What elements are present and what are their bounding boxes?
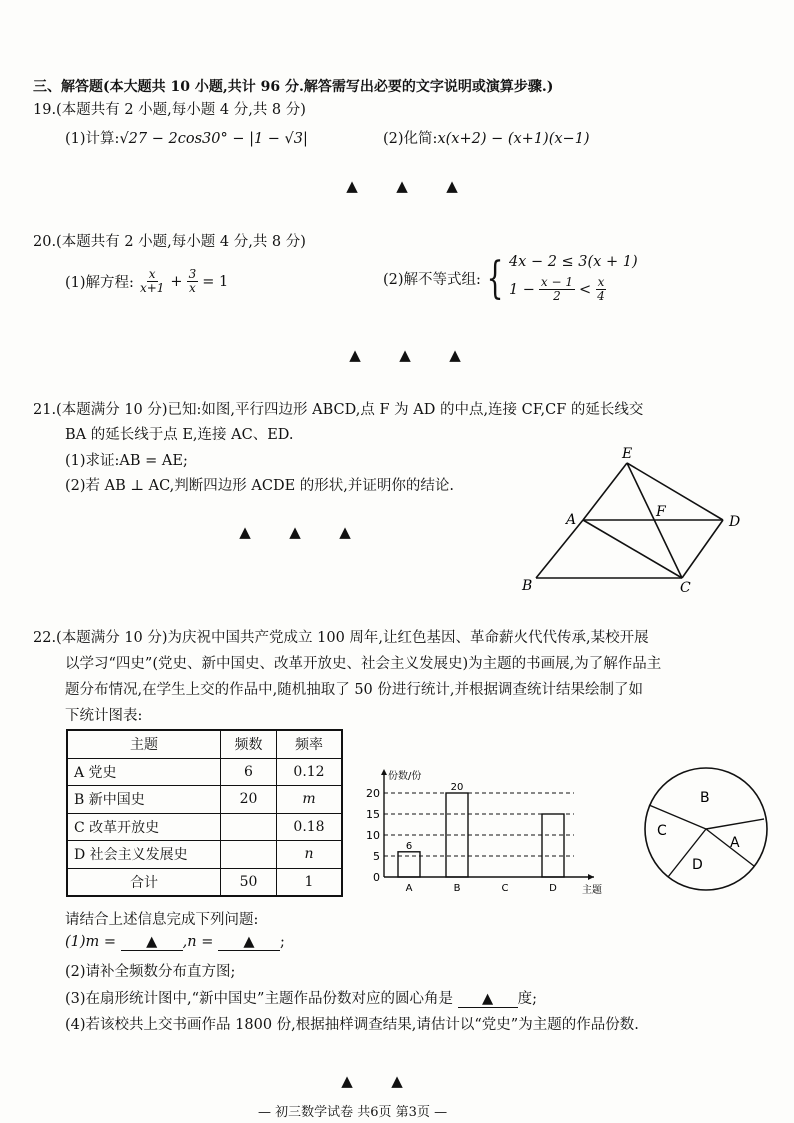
inequality-2 (509, 276, 638, 303)
numerator: x (597, 275, 605, 289)
denominator: 2 (553, 289, 561, 303)
label-D: D (729, 514, 741, 530)
semicolon: ; (280, 934, 285, 950)
q22-sub1-m-label: (1)m = (65, 934, 117, 950)
triangle-mark: ▲ (391, 1072, 403, 1090)
numerator: x (148, 267, 156, 281)
triangle-mark: ▲ (399, 346, 411, 364)
triangle-mark: ▲ (482, 991, 494, 1007)
x-axis-label: 主题 (582, 885, 602, 895)
q20-part1-label: (1)解方程: (65, 275, 134, 291)
answer-blank-n[interactable] (218, 934, 280, 951)
q20-heading: 20.(本题共有 2 小题,每小题 4 分,共 8 分) (33, 234, 306, 250)
denominator: x+1 (139, 281, 165, 295)
q19-part2 (383, 127, 590, 148)
triangle-mark: ▲ (446, 177, 458, 195)
q22-line3: 题分布情况,在学生上交的作品中,随机抽取了 50 份进行统计,并根据调查统计结果绘制了如 (65, 682, 643, 698)
q21-answer-marks (220, 523, 370, 541)
q22-sub3 (65, 987, 537, 1008)
table-row (67, 868, 342, 896)
inequality-1: 4x − 2 ≤ 3(x + 1) (508, 254, 638, 270)
q22-line2: 以学习“四史”(党史、新中国史、改革开放史、社会主义发展史)为主题的书画展,为了解作品主 (65, 656, 662, 672)
triangle-mark: ▲ (239, 523, 251, 541)
frequency-table (66, 729, 343, 897)
q22-line4: 下统计图表: (65, 708, 143, 724)
q21-sub1: (1)求证:AB = AE; (65, 453, 188, 469)
label-A: A (566, 512, 577, 528)
table-cell: B 新中国史 (67, 786, 221, 814)
triangle-mark: ▲ (396, 177, 408, 195)
x-tick-label: A (405, 883, 413, 894)
bar-chart (360, 765, 610, 895)
y-tick-label: 10 (366, 829, 380, 842)
q19-answer-marks (327, 177, 477, 195)
fraction (138, 268, 166, 295)
triangle-mark: ▲ (243, 934, 255, 950)
segment-AE (583, 463, 627, 520)
q20-part1 (65, 268, 228, 295)
y-tick-label: 15 (366, 808, 380, 821)
denominator: 4 (597, 289, 605, 303)
fraction (187, 268, 199, 295)
y-axis-arrow-icon (381, 769, 387, 775)
table-cell: D 社会主义发展史 (67, 841, 221, 869)
data-label: 6 (405, 840, 413, 852)
segment-AC (583, 520, 682, 578)
x-tick-label: B (453, 883, 461, 894)
table-header: 主题 (67, 730, 221, 758)
numerator: 3 (188, 267, 197, 281)
q19-part1-expression: √27 − 2cos30° − |1 − √3| (119, 131, 308, 147)
y-axis-label: 份数/份 (388, 771, 422, 782)
equals-one: = 1 (202, 273, 229, 290)
table-cell: 合计 (67, 868, 221, 896)
table-cell: C 改革开放史 (67, 813, 221, 841)
section-heading: 三、解答题(本大题共 10 小题,共计 96 分.解答需写出必要的文字说明或演算步骤.) (33, 79, 554, 95)
fraction (539, 276, 575, 303)
pie-chart (634, 765, 784, 895)
table-row (67, 813, 342, 841)
q19-heading: 19.(本题共有 2 小题,每小题 4 分,共 8 分) (33, 102, 306, 118)
triangle-mark: ▲ (341, 1072, 353, 1090)
triangle-mark: ▲ (146, 934, 158, 950)
ineq2-left: 1 − (508, 281, 535, 298)
table-cell: 1 (277, 868, 343, 896)
table-cell: 50 (221, 868, 277, 896)
q22-sub1-n-label: ,n = (182, 934, 214, 950)
plus-sign: + (170, 273, 183, 290)
q22-sub4: (4)若该校共上交书画作品 1800 份,根据抽样调查结果,请估计以“党史”为主题的作品份数. (65, 1017, 639, 1033)
label-E: E (622, 446, 633, 462)
page-footer: — 初三数学试卷 共6页 第3页 — (258, 1105, 448, 1120)
q21-line1: 21.(本题满分 10 分)已知:如图,平行四边形 ABCD,点 F 为 AD 的中点,连接 CF,CF 的延长线交 (33, 402, 644, 418)
q21-line2: BA 的延长线于点 E,连接 AC、ED. (65, 427, 294, 443)
x-axis-arrow-icon (588, 874, 594, 880)
bar-D (542, 814, 564, 877)
table-cell: 0.12 (277, 758, 343, 786)
table-cell (221, 841, 277, 869)
pie-label-C: C (657, 823, 667, 839)
pie-label-A: A (730, 835, 740, 851)
q22-sub3-text: (3)在扇形统计图中,“新中国史”主题作品份数对应的圆心角是 (65, 991, 453, 1007)
table-cell: 6 (221, 758, 277, 786)
table-cell (221, 813, 277, 841)
q19-part1-label: (1)计算: (65, 131, 120, 147)
q20-part2-label: (2)解不等式组: (383, 272, 481, 288)
table-cell: m (277, 786, 343, 814)
q21-sub2: (2)若 AB ⊥ AC,判断四边形 ACDE 的形状,并证明你的结论. (65, 478, 454, 494)
table-cell: 0.18 (277, 813, 343, 841)
q20-part2 (383, 254, 638, 303)
triangle-mark: ▲ (289, 523, 301, 541)
q22-prompt: 请结合上述信息完成下列问题: (65, 912, 259, 928)
triangle-mark: ▲ (449, 346, 461, 364)
inequality-system (509, 254, 638, 303)
fraction (595, 276, 607, 303)
answer-blank-angle[interactable] (458, 991, 518, 1008)
q19-part2-label: (2)化简: (383, 131, 438, 147)
pie-label-B: B (700, 790, 710, 806)
table-header-row (67, 730, 342, 758)
q19-part1 (65, 127, 308, 148)
table-cell: 20 (221, 786, 277, 814)
pie-divider (706, 819, 764, 829)
q22-answer-marks (322, 1072, 422, 1090)
parallelogram-figure (510, 442, 770, 594)
table-header: 频数 (221, 730, 277, 758)
q22-line1: 22.(本题满分 10 分)为庆祝中国共产党成立 100 周年,让红色基因、革命薪火代代传承,某校开展 (33, 630, 649, 646)
table-row (67, 786, 342, 814)
x-tick-label: D (549, 883, 557, 894)
label-C: C (680, 580, 691, 594)
label-B: B (522, 578, 533, 594)
triangle-mark: ▲ (346, 177, 358, 195)
table-row (67, 841, 342, 869)
table-cell: A 党史 (67, 758, 221, 786)
numerator: x − 1 (540, 275, 574, 289)
q20-answer-marks (330, 346, 480, 364)
q22-sub1 (65, 934, 285, 951)
answer-blank-m[interactable] (121, 934, 183, 951)
triangle-mark: ▲ (349, 346, 361, 364)
y-tick-label: 20 (366, 787, 380, 800)
segment-CD (682, 520, 723, 578)
segment-BA (536, 520, 583, 578)
label-F: F (656, 504, 666, 520)
left-brace-icon: { (486, 252, 504, 304)
y-tick-label: 5 (373, 850, 380, 863)
q22-sub3-unit: 度; (517, 991, 537, 1007)
denominator: x (188, 281, 196, 295)
less-than: < (579, 281, 592, 298)
table-row (67, 758, 342, 786)
table-cell: n (277, 841, 343, 869)
q19-part2-expression: x(x+2) − (x+1)(x−1) (437, 131, 590, 147)
data-label: 20 (450, 782, 464, 793)
q22-sub2: (2)请补全频数分布直方图; (65, 964, 236, 980)
triangle-mark: ▲ (339, 523, 351, 541)
x-tick-label: C (501, 883, 509, 894)
table-header: 频率 (277, 730, 343, 758)
pie-label-D: D (692, 857, 703, 873)
y-tick-label: 0 (373, 871, 380, 884)
